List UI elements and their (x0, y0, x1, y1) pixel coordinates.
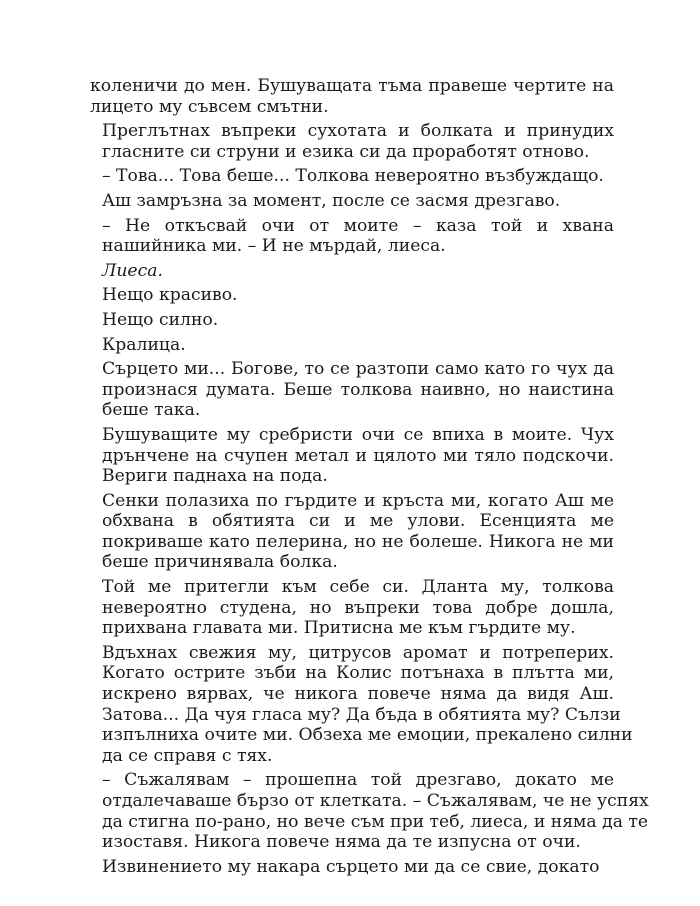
text-line: лицето му съвсем смътни. (90, 96, 329, 117)
text-line: изпълниха очите ми. Обзеха ме емоции, прекалено силни (102, 725, 633, 746)
text-line: отдалечаваше бързо от клетката. – Съжалявам, че не успях (102, 791, 649, 811)
paragraph (90, 359, 614, 421)
text-line: – Съжалявам – прошепна той дрезгаво, докато ме (102, 770, 614, 791)
paragraph (90, 642, 633, 767)
text-line: Сенки полазиха по гърдите и кръста ми, когато Аш ме (102, 490, 614, 511)
text-line: Сърцето ми... Богове, то се разтопи само като го чух да (102, 359, 614, 380)
paragraph (90, 310, 614, 331)
paragraph (90, 491, 614, 573)
text-line: да стигна по-рано, но вече съм при теб, лиеса, и няма да те (102, 811, 649, 832)
text-line: Вериги паднаха на пода. (102, 466, 328, 487)
text-line: Затова... Да чуя гласа му? Да бъда в обятията му? Сълзи (102, 704, 621, 725)
paragraph (90, 216, 614, 257)
text-line: Нещо красиво. (102, 285, 238, 306)
text-line: Лиеса. (102, 260, 163, 281)
text-line: невероятно студена, но въпреки това добре дошла, (102, 597, 614, 618)
text-line: Извинението му накара сърцето ми да се свие, докато (102, 856, 600, 877)
paragraph (90, 857, 614, 878)
book-page (90, 76, 649, 877)
text-line: Вдъхнах свежия му, цитрусов аромат и потреперих. (102, 642, 614, 663)
paragraph (90, 261, 614, 282)
paragraph (90, 335, 614, 356)
paragraph (90, 166, 614, 187)
text-line: коленичи до мен. Бушуващата тъма правеше чертите на (90, 76, 614, 96)
paragraph (90, 425, 614, 487)
text-line: Преглътнах въпреки сухотата и болката и принудих (102, 121, 614, 142)
text-line: гласните си струни и езика си да проработят отново. (102, 141, 590, 162)
text-line: Той ме притегли към себе си. Дланта му, толкова (102, 577, 614, 598)
paragraph (90, 285, 614, 306)
text-line: Нещо силно. (102, 309, 219, 330)
text-line: искрено вярвах, че никога повече няма да видя Аш. (102, 684, 614, 705)
text-line: обхвана в обятията си и ме улови. Есенцията ме (102, 511, 614, 532)
text-line: произнася думата. Беше толкова наивно, но наистина (102, 379, 614, 400)
text-line: беше така. (102, 400, 201, 421)
text-line: беше причинявала болка. (102, 552, 338, 573)
text-line: покриваше като пелерина, но не болеше. Никога не ми (102, 531, 614, 552)
paragraph (90, 76, 614, 117)
text-line: – Не откъсвай очи от моите – каза той и хвана (102, 215, 614, 236)
text-line: – Това... Това беше... Толкова невероятно възбуждащо. (102, 166, 604, 187)
text-line: Кралица. (102, 334, 186, 355)
text-line: да се справя с тях. (102, 745, 273, 766)
text-line: изоставя. Никога повече няма да те изпусна от очи. (102, 832, 581, 853)
paragraph (90, 577, 614, 639)
text-line: Когато острите зъби на Колис потънаха в плътта ми, (102, 663, 614, 684)
paragraph (90, 191, 614, 212)
text-line: прихвана главата ми. Притисна ме към гърдите му. (102, 618, 576, 639)
text-line: нашийника ми. – И не мърдай, лиеса. (102, 236, 446, 257)
paragraph (90, 770, 649, 853)
text-line: Аш замръзна за момент, после се засмя дрезгаво. (102, 190, 561, 211)
text-line: Бушуващите му сребристи очи се впиха в моите. Чух (102, 424, 614, 445)
paragraph (90, 121, 614, 162)
text-line: дрънчене на счупен метал и цялото ми тяло подскочи. (102, 445, 614, 466)
